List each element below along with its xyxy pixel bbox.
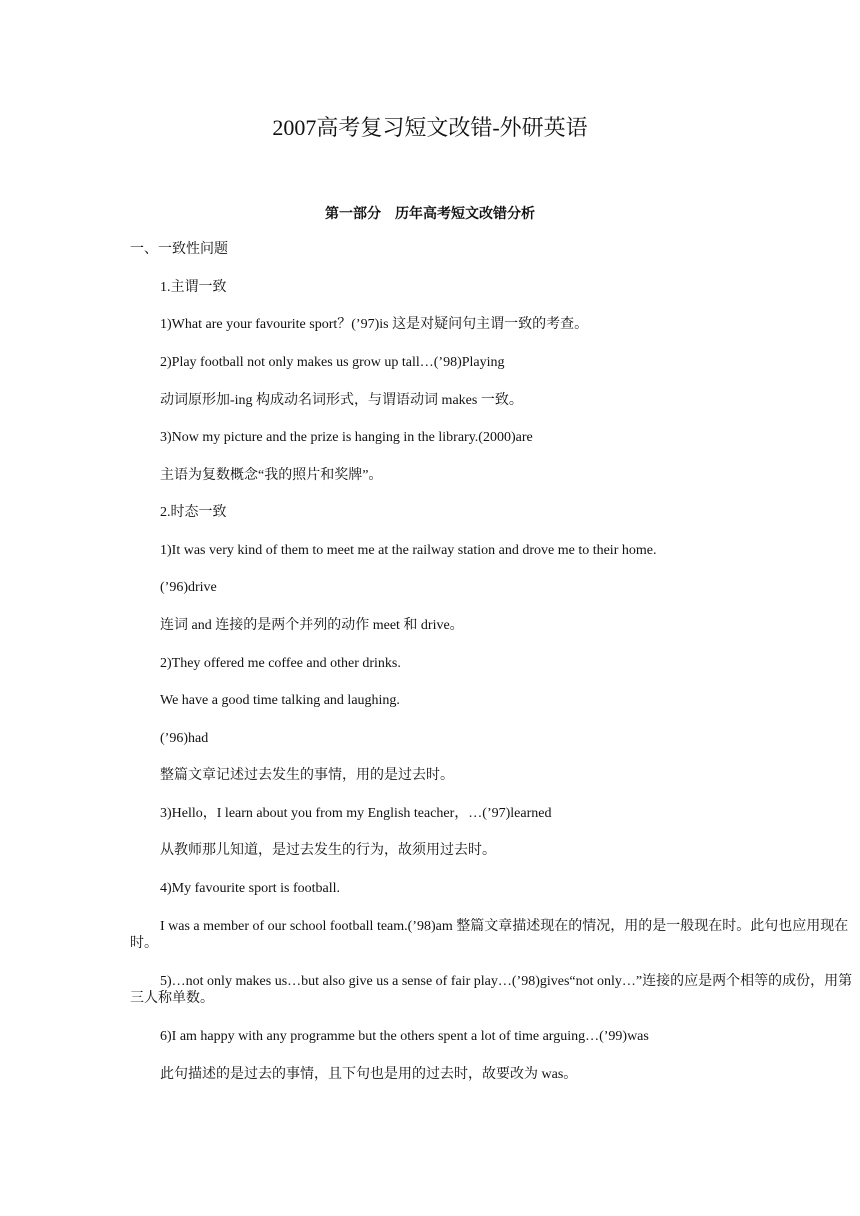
subheading-tense: 2.时态一致	[160, 505, 227, 520]
tense-line: 此句描述的是过去的事情，且下句也是用的过去时，故要改为 was。	[160, 1067, 578, 1082]
tense-line: 连词 and 连接的是两个并列的动作 meet 和 drive。	[160, 618, 464, 633]
tense-line: 整篇文章记述过去发生的事情，用的是过去时。	[160, 768, 454, 783]
paragraph-wrapped: 5)…not only makes us…but also give us a sense of fair play…(’98)gives“not only…”连接的应是两个相等的成份，用第三人称单数。	[130, 974, 853, 1006]
item-line: 1)What are your favourite sport？(’97)is 这是对疑问句主谓一致的考查。	[160, 317, 589, 332]
tense-line: 6)I am happy with any programme but the others spent a lot of time arguing…(’99)was	[160, 1029, 649, 1044]
item-line: 主语为复数概念“我的照片和奖牌”。	[160, 468, 383, 483]
paragraph-wrapped: I was a member of our school football team.(’98)am 整篇文章描述现在的情况，用的是一般现在时。此句也应用现在时。	[130, 919, 849, 951]
subheading-subject-verb: 1.主谓一致	[160, 280, 227, 295]
tense-line: (’96)drive	[160, 580, 217, 595]
heading-consistency: 一、一致性问题	[130, 242, 228, 257]
tense-line: We have a good time talking and laughing.	[160, 693, 400, 708]
section-title: 第一部分 历年高考短文改错分析	[325, 207, 535, 222]
tense-line: (’96)had	[160, 731, 209, 746]
item-line: 3)Now my picture and the prize is hanging in the library.(2000)are	[160, 430, 533, 445]
tense-line: 3)Hello，I learn about you from my English teacher，…(’97)learned	[160, 806, 552, 821]
document-title: 2007高考复习短文改错-外研英语	[272, 115, 588, 140]
tense-line: 4)My favourite sport is football.	[160, 881, 341, 896]
tense-line: 从教师那儿知道，是过去发生的行为，故须用过去时。	[160, 843, 496, 858]
item-line: 2)Play football not only makes us grow up tall…(’98)Playing	[160, 355, 505, 370]
tense-line: 2)They offered me coffee and other drinks.	[160, 656, 401, 671]
item-line: 动词原形加-ing 构成动名词形式，与谓语动词 makes 一致。	[160, 393, 523, 408]
tense-line: 1)It was very kind of them to meet me at the railway station and drove me to their home.	[160, 543, 657, 558]
